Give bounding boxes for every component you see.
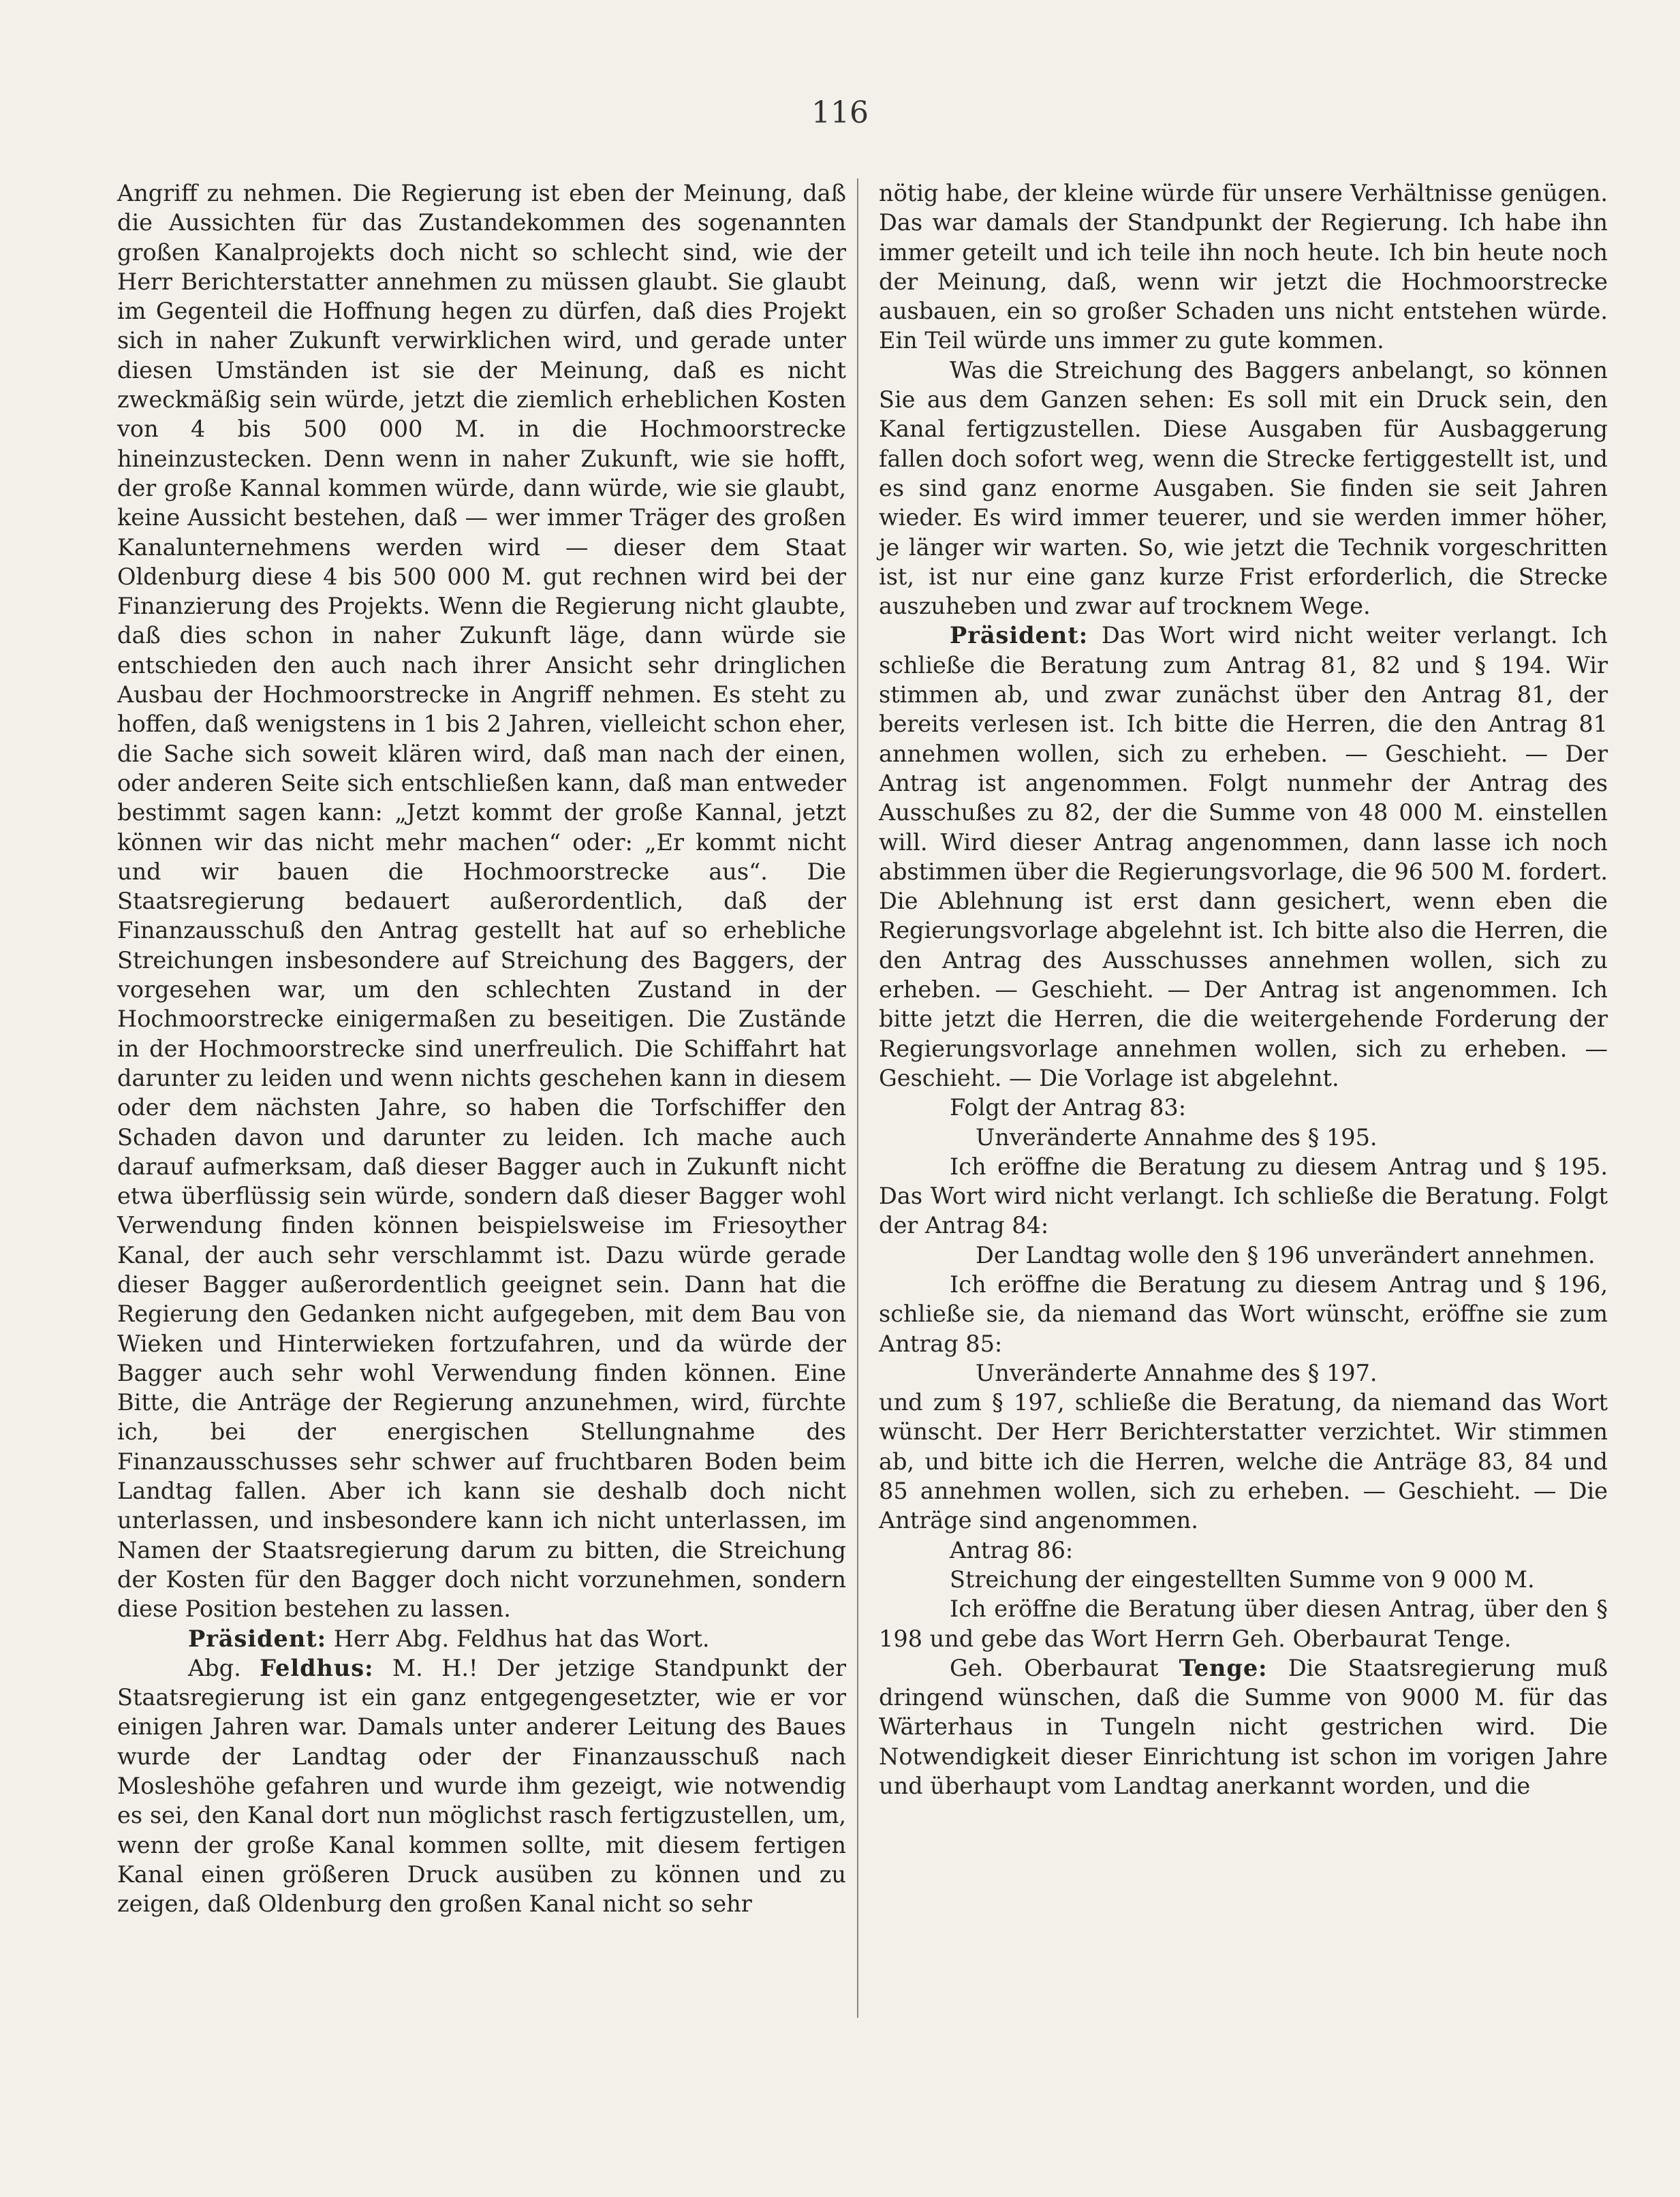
motion-text: Unveränderte Annahme des § 195. [976, 1123, 1378, 1151]
motion-text: Streichung der eingestellten Summe von 9 000 M. [950, 1565, 1535, 1593]
motion-text: Der Landtag wolle den § 196 unverändert annehmen. [976, 1241, 1596, 1268]
paragraph [879, 621, 1608, 1093]
right-column [879, 178, 1608, 1801]
paragraph-text: Herr Abg. Feldhus hat das Wort. [326, 1625, 710, 1652]
paragraph: nötig habe, der kleine würde für unsere Verhältnisse genügen. Das war damals der Standpunkt der Regierung. Ich habe ihn immer geteilt und ich teile ihn noch heute. Ich bin heute noch der Meinung, daß, wenn wir jetzt die Hochmoorstrecke ausbauen, ein so großer Schaden uns nicht entstehen würde. Ein Teil würde uns immer zu gute kommen. [879, 180, 1608, 354]
paragraph [117, 1624, 846, 1653]
paragraph-text: Das Wort wird nicht weiter verlangt. Ich schließe die Beratung zum Antrag 81, 82 und § 194. Wir stimmen ab, und zwar zunächst über den Antrag 81, der bereits verlesen ist. Ich bitte die Herren, die den Antrag 81 annehmen wollen, sich zu erheben. — Geschieht. — Der Antrag ist angenommen. Folgt nunmehr der Antrag des Ausschußes zu 82, der die Summe von 48 000 M. einstellen will. Wird dieser Antrag angenommen, dann lasse ich noch abstimmen über die Regierungsvorlage, die 96 500 M. fordert. Die Ablehnung ist erst dann gesichert, wenn eben die Regierungsvorlage abgelehnt ist. Ich bitte also die Herren, die den Antrag des Ausschusses annehmen wollen, sich zu erheben. — Geschieht. — Der Antrag ist angenommen. Ich bitte jetzt die Herren, die die weitergehende Forderung der Regierungsvorlage annehmen wollen, sich zu erheben. — Geschieht. — Die Vorlage ist abgelehnt. [879, 622, 1608, 1091]
paragraph: und zum § 197, schließe die Beratung, da niemand das Wort wünscht. Der Herr Berichterstatter verzichtet. Wir stimmen ab, und bitte ich die Herren, welche die Anträge 83, 84 und 85 annehmen wollen, sich zu erheben. — Geschieht. — Die Anträge sind angenommen. [879, 1389, 1608, 1534]
speaker-name: Präsident: [188, 1625, 327, 1652]
paragraph: Ich eröffne die Beratung zu diesem Antrag und § 195. Das Wort wird nicht verlangt. Ich schließe die Beratung. Folgt der Antrag 84: [879, 1153, 1608, 1239]
paragraph: Folgt der Antrag 83: [950, 1094, 1187, 1121]
paragraph: Antrag 86: [950, 1536, 1074, 1563]
paragraph-text: Die Staatsregierung muß dringend wünschen, daß die Summe von 9000 M. für das Wärterhaus in Tungeln nicht gestrichen wird. Die Notwendigkeit dieser Einrichtung ist schon im vorigen Jahre und überhaupt vom Landtag anerkannt worden, und die [879, 1654, 1608, 1800]
column-divider [857, 178, 858, 2018]
paragraph: Ich eröffne die Beratung zu diesem Antrag und § 196, schließe sie, da niemand das Wort wünscht, eröffne sie zum Antrag 85: [879, 1271, 1608, 1357]
paragraph [879, 1653, 1608, 1801]
speaker-name: Feldhus: [260, 1654, 374, 1681]
paragraph-text: M. H.! Der jetzige Standpunkt der Staatsregierung ist ein ganz entgegengesetzter, wie er vor einigen Jahren war. Damals unter anderer Leitung des Baues wurde der Landtag oder der Finanzausschuß nach Mosleshöhe gefahren und wurde ihm gezeigt, wie notwendig es sei, den Kanal dort nun möglichst rasch fertigzustellen, um, wenn der große Kanal kommen sollte, mit diesem fertigen Kanal einen größeren Druck ausüben zu können und zu zeigen, daß Oldenburg den großen Kanal nicht so sehr [117, 1654, 846, 1918]
page-number: 116 [811, 95, 869, 130]
speaker-title: Geh. Oberbaurat [950, 1654, 1179, 1681]
speaker-name: Präsident: [950, 622, 1089, 649]
left-column [117, 178, 846, 1919]
paragraph: Was die Streichung des Baggers anbelangt, so können Sie aus dem Ganzen sehen: Es soll mit ein Druck sein, den Kanal fertigzustellen. Diese Ausgaben für Ausbaggerung fallen doch sofort weg, wenn die Strecke fertiggestellt ist, und es sind ganz enorme Ausgaben. Sie finden sie seit Jahren wieder. Es wird immer teuerer, und sie werden immer höher, je länger wir warten. So, wie jetzt die Technik vorgeschritten ist, ist nur eine ganz kurze Frist erforderlich, die Strecke auszuheben und zwar auf trocknem Wege. [879, 356, 1608, 620]
paragraph: Angriff zu nehmen. Die Regierung ist eben der Meinung, daß die Aussichten für das Zustandekommen des sogenannten großen Kanalprojekts doch nicht so schlecht sind, wie der Herr Berichterstatter annehmen zu müssen glaubt. Sie glaubt im Gegenteil die Hoffnung hegen zu dürfen, daß dies Projekt sich in naher Zukunft verwirklichen wird, und gerade unter diesen Umständen ist sie der Meinung, daß es nicht zweckmäßig sein würde, jetzt die ziemlich erheblichen Kosten von 4 bis 500 000 M. in die Hochmoorstrecke hineinzustecken. Denn wenn in naher Zukunft, wie sie hofft, der große Kannal kommen würde, dann würde, wie sie glaubt, keine Aussicht bestehen, daß — wer immer Träger des großen Kanalunternehmens werden wird — dieser dem Staat Oldenburg diese 4 bis 500 000 M. gut rechnen wird bei der Finanzierung des Projekts. Wenn die Regierung nicht glaubte, daß dies schon in naher Zukunft läge, dann würde sie entschieden den auch nach ihrer Ansicht sehr dringlichen Ausbau der Hochmoorstrecke in Angriff nehmen. Es steht zu hoffen, daß wenigstens in 1 bis 2 Jahren, vielleicht schon eher, die Sache sich soweit klären wird, daß man nach der einen, oder anderen Seite sich entschließen kann, daß man entweder bestimmt sagen kann: „Jetzt kommt der große Kannal, jetzt können wir das nicht mehr machen“ oder: „Er kommt nicht und wir bauen die Hochmoorstrecke aus“. Die Staatsregierung bedauert außerordentlich, daß der Finanzausschuß den Antrag gestellt hat auf so erhebliche Streichungen insbesondere auf Streichung des Baggers, der vorgesehen war, um den schlechten Zustand in der Hochmoorstrecke einigermaßen zu beseitigen. Die Zustände in der Hochmoorstrecke sind unerfreulich. Die Schiffahrt hat darunter zu leiden und wenn nichts geschehen kann in diesem oder dem nächsten Jahre, so haben die Torfschiffer den Schaden davon und darunter zu leiden. Ich mache auch darauf aufmerksam, daß dieser Bagger auch in Zukunft nicht etwa überflüssig sein würde, sondern daß dieser Bagger wohl Verwendung finden können beispielsweise im Friesoyther Kanal, der auch sehr verschlammt ist. Dazu würde gerade dieser Bagger außerordentlich geeignet sein. Dann hat die Regierung den Gedanken nicht aufgegeben, mit dem Bau von Wieken und Hinterwieken fortzufahren, und da würde der Bagger auch sehr wohl Verwendung finden können. Eine Bitte, die Anträge der Regierung anzunehmen, wird, fürchte ich, bei der energischen Stellungnahme des Finanzausschusses sehr schwer auf fruchtbaren Boden beim Landtag fallen. Aber ich kann sie deshalb doch nicht unterlassen, und insbesondere kann ich nicht unterlassen, im Namen der Staatsregierung darum zu bitten, die Streichung der Kosten für den Bagger doch nicht vorzunehmen, sondern diese Position bestehen zu lassen. [117, 180, 846, 1623]
motion-text: Unveränderte Annahme des § 197. [976, 1359, 1378, 1386]
speaker-title: Abg. [188, 1654, 260, 1681]
paragraph: Ich eröffne die Beratung über diesen Antrag, über den § 198 und gebe das Wort Herrn Geh. Oberbaurat Tenge. [879, 1595, 1608, 1652]
paragraph [117, 1653, 846, 1919]
speaker-name: Tenge: [1179, 1654, 1268, 1681]
